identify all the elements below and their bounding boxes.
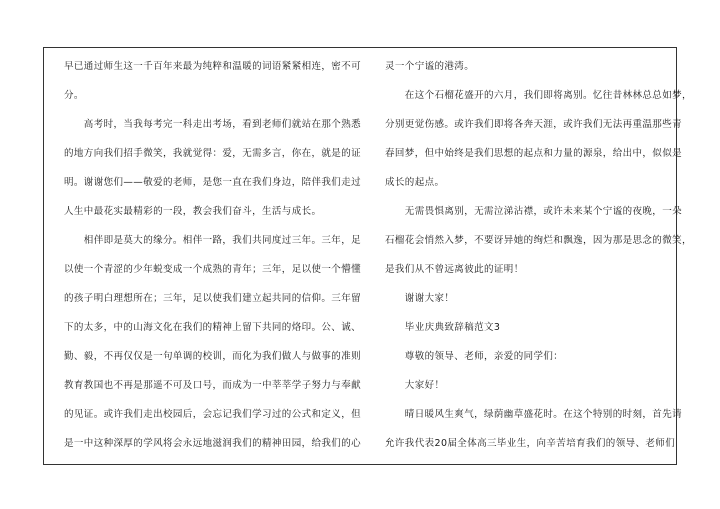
text-line: 的地方向我们招手微笑，我就觉得：爱，无需多言，你在，就是的证 [64, 148, 362, 159]
text-line: 尊敬的领导、老师，亲爱的同学们： [385, 351, 564, 362]
text-line: 人生中最花实最精彩的一段，教会我们奋斗，生活与成长。 [64, 206, 322, 217]
text-line: 晴日暖风生爽气，绿荫幽草盛花时。在这个特别的时刻，首先请 [385, 409, 683, 420]
left-text-column [64, 52, 364, 458]
text-line: 无需畏惧离别，无需泣涕沾襟，或许未来某个宁谧的夜晚，一朵 [385, 206, 683, 217]
text-line: 勤、毅，不再仅仅是一句单调的校训，而化为我们做人与做事的准则 [64, 351, 362, 362]
text-line: 下的太多，中的山海文化在我们的精神上留下共同的烙印。公、诚、 [64, 322, 362, 333]
text-line: 以使一个青涩的少年蜕变成一个成熟的青年；三年，足以使一个懵懂 [64, 264, 362, 275]
text-line: 石榴花会悄然入梦，不要讶异她的绚烂和飘逸，因为那是思念的微笑， [385, 235, 692, 246]
text-line: 毕业庆典致辞稿范文3 [385, 322, 501, 333]
text-line: 分。 [64, 90, 84, 101]
text-line: 早已通过师生这一千百年来最为纯粹和温暖的词语紧紧相连，密不可 [64, 61, 362, 72]
text-line: 的孩子明白理想所在；三年，足以使我们建立起共同的信仰。三年留 [64, 293, 362, 304]
text-line: 是我们从不曾远离彼此的证明！ [385, 264, 524, 275]
text-line: 在这个石榴花盛开的六月，我们即将离别。忆往昔林林总总如梦， [385, 90, 692, 101]
text-line: 灵一个宁谧的港湾。 [385, 61, 475, 72]
right-text-column [385, 52, 692, 458]
text-line: 相伴即是莫大的缘分。相伴一路，我们共同度过三年。三年，足 [64, 235, 362, 246]
text-line: 成长的起点。 [385, 177, 445, 188]
text-line: 明。谢谢您们——敬爱的老师，是您一直在我们身边，陪伴我们走过 [64, 177, 362, 188]
text-line: 的见证。或许我们走出校园后，会忘记我们学习过的公式和定义，但 [64, 409, 362, 420]
text-line: 教育教国也不再是那遥不可及口号，而成为一中莘莘学子努力与奉献 [64, 380, 362, 391]
text-line: 春回梦，但中始终是我们思想的起点和力量的源泉，给出中，似似是 [385, 148, 683, 159]
text-line: 谢谢大家！ [385, 293, 455, 304]
text-line: 高考时，当我每考完一科走出考场，看到老师们就站在那个熟悉 [64, 119, 362, 130]
text-line: 是一中这种深厚的学风将会永远地滋润我们的精神田园，给我们的心 [64, 438, 362, 449]
text-line: 大家好！ [385, 380, 445, 391]
text-line: 分别更觉伤感。或许我们即将各奔天涯，或许我们无法再重温那些青 [385, 119, 683, 130]
text-line: 允许我代表20届全体高三毕业生，向辛苦培育我们的领导、老师们 [385, 438, 676, 449]
